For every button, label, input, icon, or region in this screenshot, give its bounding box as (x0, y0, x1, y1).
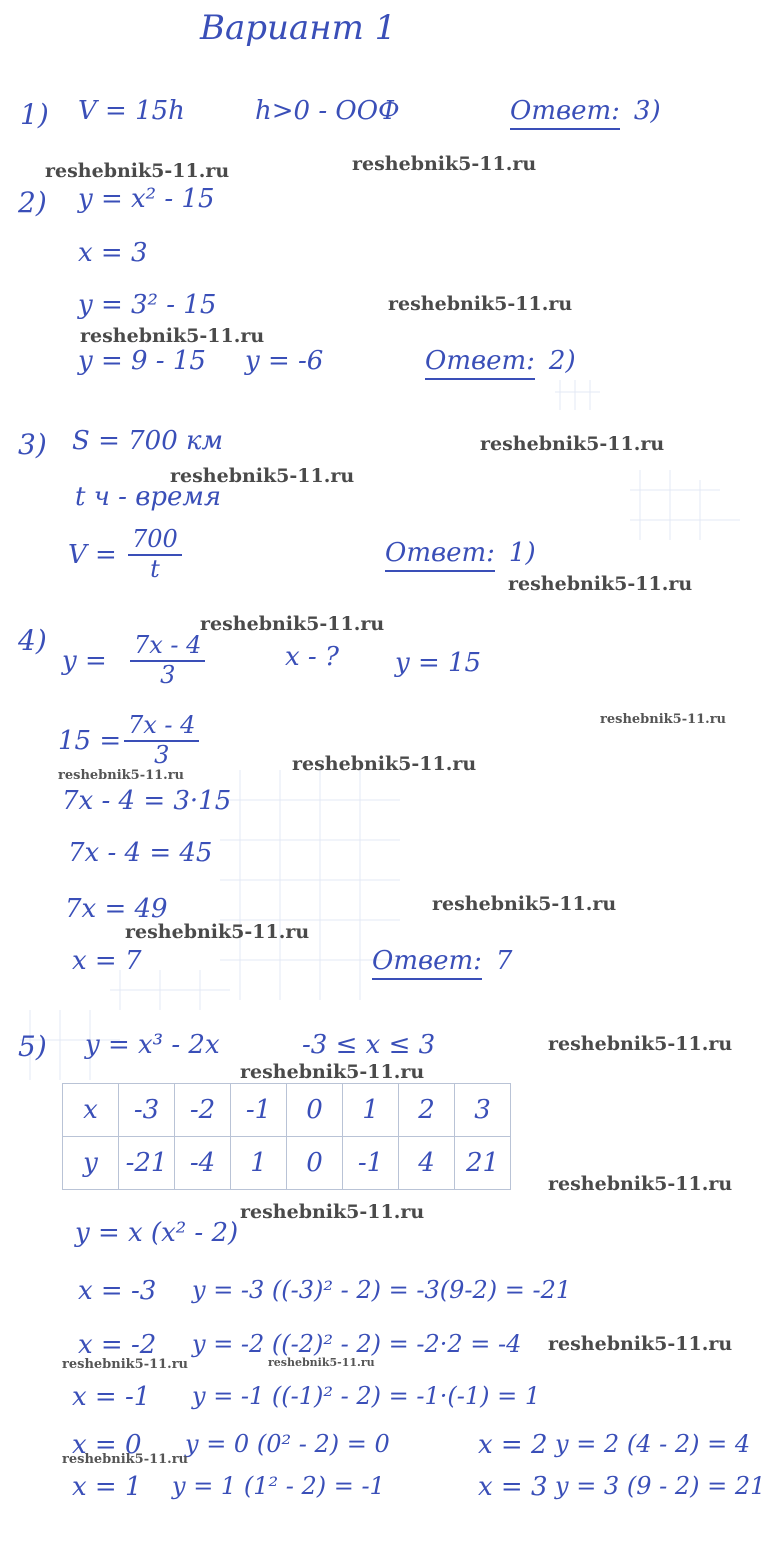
watermark: reshebnik5-11.ru (125, 921, 310, 943)
task4-eq-frac-top: 7x - 4 (124, 712, 199, 742)
table-cell: -2 (175, 1084, 231, 1137)
task2-answer-value: 2) (548, 346, 576, 376)
task4-number: 4) (18, 624, 47, 657)
answer-label: Ответ: (510, 96, 620, 130)
task5-calc7-x: x = 3 (478, 1472, 548, 1502)
task2-line1: y = x² - 15 (78, 184, 215, 214)
answer-label: Ответ: (385, 538, 495, 572)
task3-answer (385, 540, 536, 566)
table-cell: 0 (287, 1137, 343, 1190)
watermark: reshebnik5-11.ru (240, 1201, 425, 1223)
watermark: reshebnik5-11.ru (432, 893, 617, 915)
task3-fraction (128, 526, 182, 583)
task3-line1: S = 700 км (72, 426, 224, 456)
task5-calc6-x: x = 2 (478, 1430, 548, 1460)
task2-number: 2) (18, 186, 47, 219)
watermark: reshebnik5-11.ru (80, 325, 265, 347)
task1-answer (510, 98, 661, 124)
watermark: reshebnik5-11.ru (352, 153, 537, 175)
task5-calc3-y: y = -1 ((-1)² - 2) = -1·(-1) = 1 (192, 1382, 541, 1410)
table-row (63, 1137, 511, 1190)
table-cell: y (63, 1137, 119, 1190)
task4-line3: 7x - 4 = 3·15 (62, 786, 232, 816)
task3-frac-bottom: t (150, 554, 160, 583)
task2-answer (425, 348, 576, 374)
task5-factored: y = x (x² - 2) (75, 1218, 239, 1248)
table-cell: 4 (399, 1137, 455, 1190)
task4-answer-value: 7 (495, 946, 513, 976)
task1-answer-value: 3) (633, 96, 661, 126)
table-cell: 1 (343, 1084, 399, 1137)
task5-calc3-x: x = -1 (72, 1382, 151, 1412)
task5-calc5-y: y = 1 (1² - 2) = -1 (172, 1472, 385, 1500)
watermark: reshebnik5-11.ru (548, 1033, 733, 1055)
values-table (62, 1083, 511, 1190)
task4-answer (372, 948, 512, 974)
task3-v-label: V = (68, 540, 117, 570)
table-cell: 1 (231, 1137, 287, 1190)
table-cell: -1 (343, 1137, 399, 1190)
task5-number: 5) (18, 1030, 47, 1063)
task5-calc2-x: x = -2 (78, 1330, 157, 1360)
task4-eq-left: 15 = (58, 726, 122, 756)
task5-calc4-y: y = 0 (0² - 2) = 0 (185, 1430, 390, 1458)
task5-formula: y = x³ - 2x (85, 1030, 220, 1060)
task5-calc1-y: y = -3 ((-3)² - 2) = -3(9-2) = -21 (192, 1276, 572, 1304)
table-cell: 21 (455, 1137, 511, 1190)
watermark: reshebnik5-11.ru (58, 768, 185, 783)
task4-eq-fraction (124, 712, 199, 769)
task4-y-label: y = (62, 646, 107, 676)
task3-answer-value: 1) (508, 538, 536, 568)
task5-calc2-y: y = -2 ((-2)² - 2) = -2·2 = -4 (192, 1330, 522, 1358)
watermark: reshebnik5-11.ru (548, 1333, 733, 1355)
task1-number: 1) (20, 98, 49, 131)
watermark: reshebnik5-11.ru (600, 712, 727, 727)
task3-frac-top: 700 (128, 526, 182, 556)
task2-line4: y = 9 - 15 (78, 346, 206, 376)
watermark: reshebnik5-11.ru (268, 1356, 375, 1369)
watermark: reshebnik5-11.ru (62, 1452, 189, 1467)
answer-label: Ответ: (425, 346, 535, 380)
table-cell: 0 (287, 1084, 343, 1137)
task4-unknown: x - ? (285, 642, 339, 672)
table-cell: 3 (455, 1084, 511, 1137)
task4-given: y = 15 (395, 648, 482, 678)
task4-line6: x = 7 (72, 946, 142, 976)
task5-calc1-x: x = -3 (78, 1276, 157, 1306)
table-cell: x (63, 1084, 119, 1137)
task5-calc4-x: x = 0 (72, 1430, 142, 1460)
task3-line2: t ч - время (75, 482, 222, 512)
task1-formula: V = 15h (78, 96, 185, 126)
task3-number: 3) (18, 428, 47, 461)
watermark: reshebnik5-11.ru (240, 1061, 425, 1083)
watermark: reshebnik5-11.ru (62, 1357, 189, 1372)
task5-calc6-y: y = 2 (4 - 2) = 4 (555, 1430, 751, 1458)
watermark: reshebnik5-11.ru (170, 465, 355, 487)
page-title: Вариант 1 (200, 8, 397, 48)
watermark: reshebnik5-11.ru (45, 160, 230, 182)
task2-line2: x = 3 (78, 238, 148, 268)
table-cell: -21 (119, 1137, 175, 1190)
task4-frac-bottom: 3 (160, 660, 176, 689)
table-cell: 2 (399, 1084, 455, 1137)
watermark: reshebnik5-11.ru (292, 753, 477, 775)
task2-line3: y = 3² - 15 (78, 290, 217, 320)
watermark: reshebnik5-11.ru (508, 573, 693, 595)
table-row (63, 1084, 511, 1137)
task4-fraction (130, 632, 205, 689)
task1-domain: h>0 - ООФ (255, 96, 400, 126)
table-cell: -3 (119, 1084, 175, 1137)
task2-line5: y = -6 (245, 346, 324, 376)
table-cell: -4 (175, 1137, 231, 1190)
task4-eq-frac-bottom: 3 (154, 740, 170, 769)
task5-calc5-x: x = 1 (72, 1472, 142, 1502)
task4-frac-top: 7x - 4 (130, 632, 205, 662)
watermark: reshebnik5-11.ru (548, 1173, 733, 1195)
watermark: reshebnik5-11.ru (388, 293, 573, 315)
task4-line5: 7x = 49 (65, 894, 168, 924)
answer-label: Ответ: (372, 946, 482, 980)
task4-line4: 7x - 4 = 45 (68, 838, 213, 868)
task5-calc7-y: y = 3 (9 - 2) = 21 (555, 1472, 766, 1500)
watermark: reshebnik5-11.ru (200, 613, 385, 635)
table-cell: -1 (231, 1084, 287, 1137)
task5-range: -3 ≤ x ≤ 3 (302, 1030, 436, 1060)
watermark: reshebnik5-11.ru (480, 433, 665, 455)
